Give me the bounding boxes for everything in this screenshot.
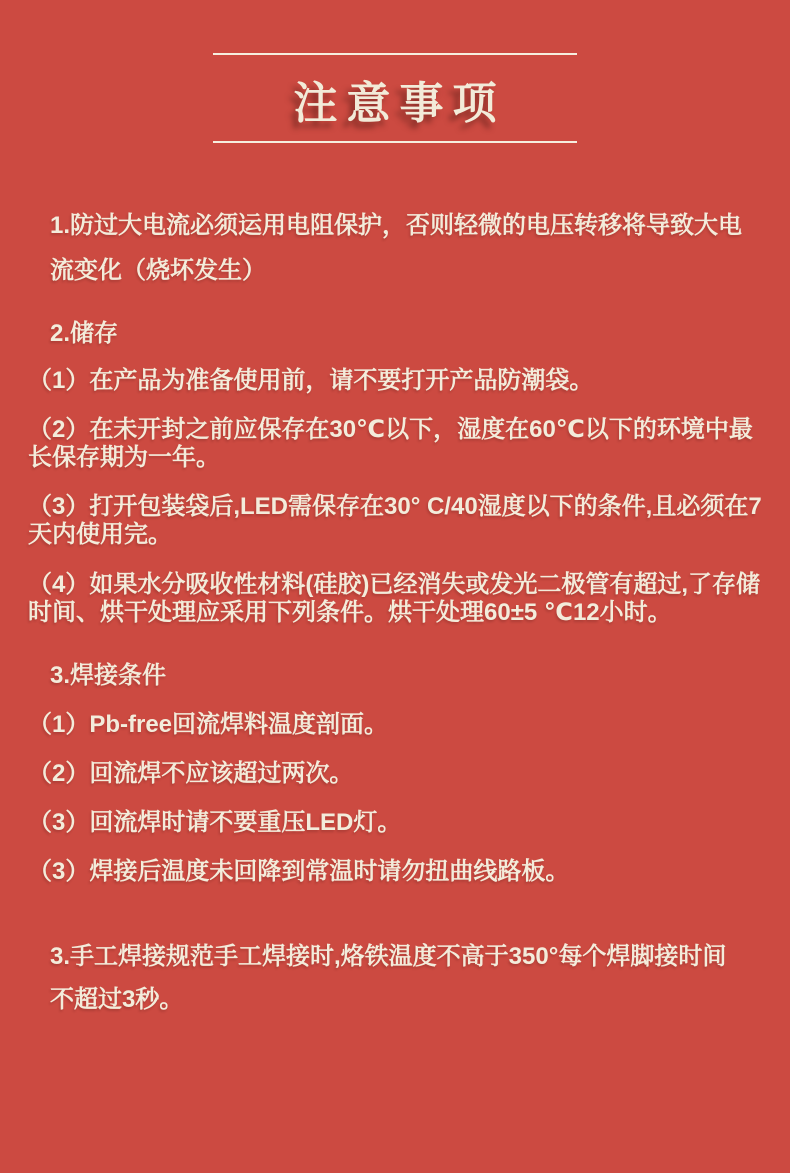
soldering-section-heading: 3.焊接条件 bbox=[50, 662, 167, 689]
soldering-item-1: （1）Pb-free回流焊料温度剖面。 bbox=[28, 711, 389, 738]
storage-item-3: （3）打开包装袋后,LED需保存在30° C/40湿度以下的条件,且必须在7天内使用完。 bbox=[28, 493, 762, 548]
storage-item-2: （2）在未开封之前应保存在30℃以下，湿度在60℃以下的环境中最长保存期为一年。 bbox=[28, 416, 753, 471]
storage-item-4: （4）如果水分吸收性材料(硅胶)已经消失或发光二极管有超过,了存储时间、烘干处理应采用下列条件。烘干处理60±5 ℃12小时。 bbox=[28, 571, 760, 626]
soldering-item-3: （3）回流焊时请不要重压LED灯。 bbox=[28, 809, 402, 836]
notice-body bbox=[0, 203, 790, 1021]
title-block bbox=[0, 0, 790, 143]
storage-item-1: （1）在产品为准备使用前，请不要打开产品防潮袋。 bbox=[28, 367, 594, 394]
soldering-item-2: （2）回流焊不应该超过两次。 bbox=[28, 760, 354, 787]
overcurrent-warning-paragraph: 1.防过大电流必须运用电阻保护，否则轻微的电压转移将导致大电流变化（烧坏发生） bbox=[50, 212, 743, 284]
title-bottom-divider bbox=[213, 141, 577, 143]
page-title: 注意事项 bbox=[293, 79, 506, 128]
storage-section-heading: 2.储存 bbox=[50, 320, 119, 347]
hand-soldering-paragraph: 3.手工焊接规范手工焊接时,烙铁温度不高于350°每个焊脚接时间不超过3秒。 bbox=[50, 943, 727, 1013]
soldering-item-4: （3）焊接后温度未回降到常温时请勿扭曲线路板。 bbox=[28, 858, 570, 885]
